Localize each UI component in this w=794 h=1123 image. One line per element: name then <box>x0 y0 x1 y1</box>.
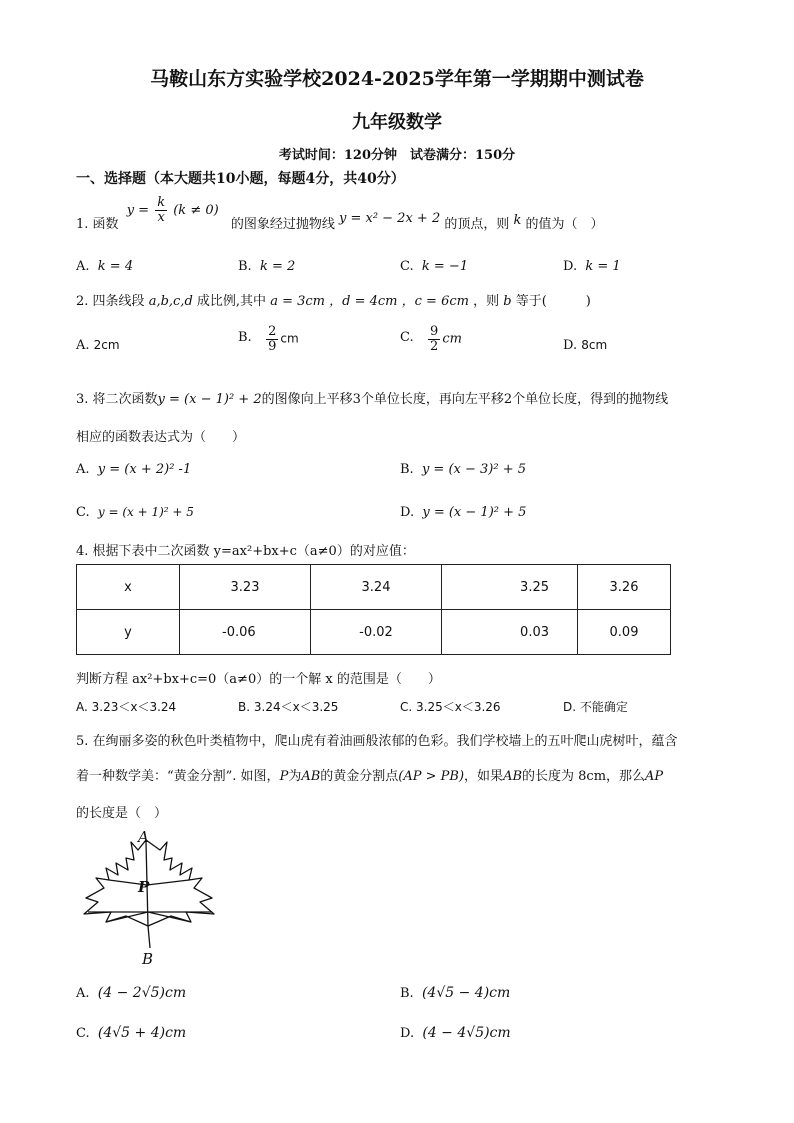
q1-text-3: 的值为（ ） <box>525 217 604 232</box>
question-4: 4. 根据下表中二次函数 y=ax²+bx+c（a≠0）的对应值： <box>76 544 415 559</box>
q2-vars: a,b,c,d <box>148 294 193 309</box>
question-3-line-2: 相应的函数表达式为（ ） <box>76 430 246 445</box>
q5-option-a[interactable] <box>76 985 186 1001</box>
frac-den: 2 <box>430 338 439 354</box>
q5-ab-2: AB <box>503 769 523 784</box>
option-letter: A. <box>76 259 90 274</box>
question-1 <box>76 195 604 245</box>
unit: cm <box>442 331 462 347</box>
exam-subject: 九年级数学 <box>352 112 442 133</box>
q1-option-a[interactable] <box>76 259 133 274</box>
option-text: k = 2 <box>259 259 296 274</box>
table-cell: 0.09 <box>578 610 671 655</box>
q1-condition: (k ≠ 0) <box>173 203 219 218</box>
option-letter: D. <box>563 700 577 714</box>
q2-option-b[interactable] <box>238 325 299 353</box>
q3-text-b: 的图像向上平移3个单位长度，再向左平移2个单位长度，得到的抛物线 <box>261 392 669 407</box>
figure-label-a: A <box>138 830 149 846</box>
q1-k: k <box>513 213 522 228</box>
question-5-line-2 <box>76 765 663 784</box>
table-cell: -0.02 <box>311 610 442 655</box>
option-text: 3.25＜x＜3.26 <box>416 700 501 714</box>
option-text: 3.24＜x＜3.25 <box>253 700 339 714</box>
option-text: y = (x + 1)² + 5 <box>97 505 194 519</box>
q5-text-d: ，如果 <box>464 769 504 784</box>
q5-option-c[interactable] <box>76 1025 186 1041</box>
option-text: k = 4 <box>97 259 134 274</box>
figure-label-p: P <box>138 878 150 896</box>
q5-text-b: 为 <box>288 769 302 784</box>
q4-option-c[interactable] <box>400 698 501 715</box>
q1-option-b[interactable] <box>238 259 295 274</box>
option-text: 3.23＜x＜3.24 <box>91 700 177 714</box>
exam-info: 考试时间：120分钟 试卷满分：150分 <box>278 148 516 163</box>
q2-d-expr: ，d = 4cm <box>329 294 398 309</box>
q1-func-y: y = <box>126 203 150 218</box>
q1-parabola: y = x² − 2x + 2 <box>338 211 441 226</box>
q1-option-c[interactable] <box>400 259 468 274</box>
option-text: (4 − 4√5)cm <box>422 1025 511 1041</box>
q2-text-3: ，则 <box>473 294 500 309</box>
option-text: 不能确定 <box>579 700 628 714</box>
unit: cm <box>280 331 299 346</box>
option-letter: B. <box>400 462 414 477</box>
option-letter: D. <box>400 1026 415 1041</box>
q1-number: 1. 函数 <box>76 217 119 232</box>
question-3-line-1 <box>76 388 668 407</box>
option-text: y = (x − 1)² + 5 <box>422 505 527 520</box>
question-4-prompt: 判断方程 ax²+bx+c=0（a≠0）的一个解 x 的范围是（ ） <box>76 672 441 687</box>
table-row <box>77 565 671 610</box>
option-letter: C. <box>400 329 414 345</box>
q3-option-c[interactable] <box>76 505 194 520</box>
option-letter: C. <box>76 1026 90 1041</box>
table-cell: 3.23 <box>180 565 311 610</box>
leaf-vein-right-upper <box>147 880 189 885</box>
q1-fraction <box>155 196 167 224</box>
exam-title: 马鞍山东方实验学校2024-2025学年第一学期期中测试卷 <box>150 68 644 90</box>
q2-a-expr: a = 3cm <box>270 294 325 309</box>
maple-leaf-figure <box>76 830 226 970</box>
option-text: 2cm <box>93 338 120 352</box>
q4-option-a[interactable] <box>76 698 176 715</box>
section-heading: 一、选择题（本大题共10小题，每题4分，共40分） <box>76 171 405 187</box>
q5-option-d[interactable] <box>400 1025 511 1041</box>
table-cell: x <box>77 565 180 610</box>
option-text: k = −1 <box>421 259 469 274</box>
frac-den: 9 <box>268 338 277 354</box>
frac-num: 9 <box>430 324 439 339</box>
option-letter: B. <box>238 329 252 345</box>
table-row <box>77 610 671 655</box>
q1-text-1: 的图象经过抛物线 <box>230 217 335 232</box>
q2-b: b <box>503 294 512 309</box>
q2-text-2: 成比例,其中 <box>196 294 267 309</box>
option-text: y = (x + 2)² -1 <box>97 462 192 477</box>
q5-text-a: 着一种数学美：“黄金分割”. 如图， <box>76 769 280 784</box>
q4-option-b[interactable] <box>238 698 338 715</box>
q5-text-e: 的长度为 8cm，那么 <box>522 769 646 784</box>
table-cell: 3.26 <box>578 565 671 610</box>
q1-option-d[interactable] <box>563 259 621 274</box>
q2-c-fraction <box>428 325 440 353</box>
table-cell: y <box>77 610 180 655</box>
option-letter: C. <box>76 505 90 520</box>
table-cell: -0.06 <box>180 610 311 655</box>
figure-label-b: B <box>142 950 154 968</box>
q5-ab: AB <box>301 769 321 784</box>
table-cell: 3.25 <box>442 565 578 610</box>
option-letter: D. <box>563 259 578 274</box>
q5-text-c: 的黄金分割点 <box>320 769 399 784</box>
q1-text-2: 的顶点，则 <box>444 217 510 232</box>
table-cell: 0.03 <box>442 610 578 655</box>
table-cell: 3.24 <box>311 565 442 610</box>
q5-p: P <box>279 769 289 784</box>
leaf-vein-left-mid <box>106 912 148 922</box>
q2-text-1: 2. 四条线段 <box>76 294 145 309</box>
q4-option-d[interactable] <box>563 698 628 715</box>
frac-num: 2 <box>268 324 277 339</box>
option-letter: A. <box>76 986 90 1001</box>
q2-option-c[interactable] <box>400 325 462 353</box>
q2-option-d[interactable] <box>563 338 607 353</box>
option-text: (4√5 − 4)cm <box>421 985 511 1001</box>
option-letter: A. <box>76 462 90 477</box>
q3-option-a[interactable] <box>76 462 191 477</box>
option-letter: B. <box>238 259 252 274</box>
q2-option-a[interactable] <box>76 338 120 353</box>
option-letter: D. <box>563 338 578 353</box>
option-text: y = (x − 3)² + 5 <box>421 462 526 477</box>
q2-b-fraction <box>266 325 278 353</box>
question-5-line-3: 的长度是（ ） <box>76 806 168 821</box>
option-letter: C. <box>400 700 413 714</box>
q1-frac-num: k <box>157 195 166 211</box>
q2-c-expr: ，c = 6cm <box>401 294 469 309</box>
option-letter: B. <box>238 700 251 714</box>
option-letter: B. <box>400 986 414 1001</box>
option-text: k = 1 <box>585 259 621 274</box>
leaf-vein-right-mid <box>148 912 191 922</box>
question-5-line-1: 5. 在绚丽多姿的秋色叶类植物中，爬山虎有着油画般浓郁的色彩。我们学校墙上的五叶爬山虎树叶，蕴含 <box>76 734 678 749</box>
option-letter: C. <box>400 259 414 274</box>
option-letter: A. <box>76 700 88 714</box>
q2-text-4: 等于( ) <box>515 294 591 309</box>
q5-cond: (AP > PB) <box>398 769 465 784</box>
option-text: (4 − 2√5)cm <box>97 985 187 1001</box>
option-letter: A. <box>76 338 90 353</box>
question-2 <box>76 290 591 309</box>
option-letter: D. <box>400 505 415 520</box>
option-text: (4√5 + 4)cm <box>97 1025 187 1041</box>
q3-option-b[interactable] <box>400 462 526 477</box>
q3-func: y = (x − 1)² + 2 <box>157 392 262 407</box>
q5-ap: AP <box>645 769 664 784</box>
leaf-stem <box>148 926 150 948</box>
q3-option-d[interactable] <box>400 505 526 520</box>
q5-option-b[interactable] <box>400 985 510 1001</box>
q3-text-a: 3. 将二次函数 <box>76 392 158 407</box>
q4-value-table <box>76 564 671 655</box>
q1-frac-den: x <box>157 210 165 225</box>
option-text: 8cm <box>581 338 608 352</box>
